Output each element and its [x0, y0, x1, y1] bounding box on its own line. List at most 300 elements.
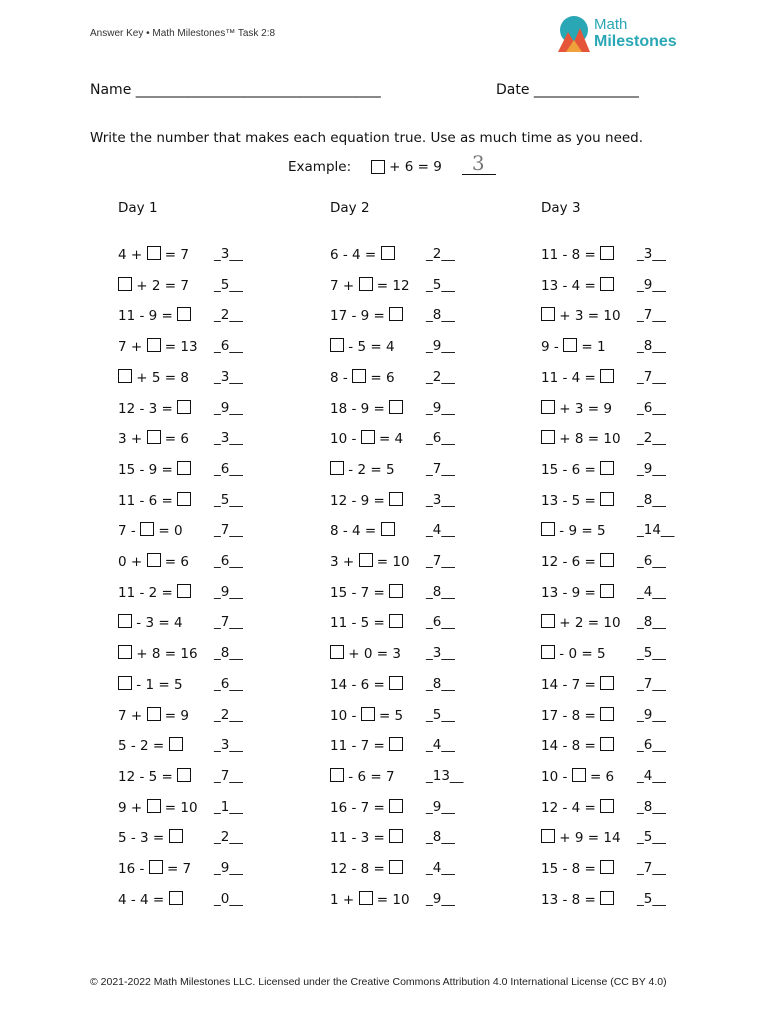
- answer-box-icon: [389, 829, 403, 843]
- equation: [118, 707, 189, 724]
- answer-box-icon: [600, 461, 614, 475]
- answer: _14__: [637, 522, 675, 539]
- equation-row: [541, 492, 731, 512]
- equation-right: + 2 = 7: [136, 277, 189, 294]
- answer: _2__: [214, 829, 243, 846]
- equation-row: [118, 799, 308, 819]
- equation-left: 11 - 7 =: [330, 738, 385, 755]
- equation-left: 6 - 4 =: [330, 247, 377, 263]
- equation: [541, 829, 621, 846]
- equation-left: 3 +: [118, 431, 143, 448]
- answer: _8__: [637, 798, 666, 815]
- equation-row: [118, 829, 308, 849]
- equation-left: 14 - 6 =: [330, 676, 385, 693]
- equation-left: 17 - 8 =: [541, 707, 596, 724]
- equation: [541, 676, 614, 693]
- answer: _5__: [214, 276, 243, 293]
- equation: [541, 461, 614, 478]
- answer-box-icon: [389, 737, 403, 751]
- example-equation: + 6 = 9: [389, 159, 442, 175]
- equation-right: = 10: [376, 891, 410, 908]
- answer-box-icon: [118, 277, 132, 291]
- equation: [118, 737, 183, 754]
- answer-box-icon: [389, 584, 403, 598]
- equation: [118, 645, 198, 662]
- equation-row: [330, 430, 520, 450]
- equation-row: [541, 522, 731, 542]
- answer: _3__: [214, 430, 243, 447]
- equation-row: [118, 737, 308, 757]
- answer-box-icon: [147, 553, 161, 567]
- answer: _7__: [214, 522, 243, 539]
- answer-box-icon: [600, 860, 614, 874]
- equation-row: [541, 430, 731, 450]
- answer: _6__: [426, 430, 455, 447]
- answer: _9__: [637, 460, 666, 477]
- equation-row: [541, 737, 731, 757]
- equation-left: 16 -: [118, 861, 145, 877]
- equation: [541, 614, 621, 631]
- equation: [330, 707, 403, 724]
- example: [288, 150, 496, 175]
- equation-right: = 6: [164, 554, 189, 570]
- equation-row: [118, 369, 308, 389]
- equation-left: 11 - 9 =: [118, 308, 173, 325]
- equation: [541, 768, 614, 785]
- answer-box-icon: [541, 430, 555, 444]
- equation: [118, 614, 183, 631]
- answer-box-icon: [118, 614, 132, 628]
- equation-right: = 1: [581, 339, 606, 356]
- answer: _5__: [426, 706, 455, 723]
- answer-box-icon: [563, 338, 577, 352]
- equation-left: 5 - 3 =: [118, 830, 165, 847]
- equation-row: [330, 614, 520, 634]
- equation-left: 15 - 7 =: [330, 584, 385, 601]
- equation-left: 11 - 6 =: [118, 492, 173, 509]
- answer: _13__: [426, 767, 464, 784]
- equation: [118, 584, 191, 601]
- name-field-label: Name ___________________________________: [90, 82, 381, 98]
- equation: [330, 522, 395, 539]
- equation-row: [118, 768, 308, 788]
- equation-row: [541, 400, 731, 420]
- equation: [118, 676, 183, 693]
- day-column-2: [330, 200, 510, 908]
- equation: [541, 246, 614, 263]
- answer-box-icon: [169, 737, 183, 751]
- equation-left: 13 - 9 =: [541, 584, 596, 601]
- answer-box-icon: [147, 799, 161, 813]
- equation-row: [330, 829, 520, 849]
- answer: _4__: [426, 522, 455, 539]
- equation: [541, 891, 614, 908]
- equation-row: [330, 400, 520, 420]
- equation-right: - 9 = 5: [559, 523, 606, 540]
- answer-box-icon: [330, 768, 344, 782]
- answer: _7__: [426, 553, 455, 569]
- answer: _3__: [214, 737, 243, 754]
- equation-right: = 4: [378, 431, 404, 448]
- answer: _9__: [637, 706, 666, 723]
- answer: _2__: [214, 307, 243, 324]
- equation-left: 3 +: [330, 554, 355, 570]
- equation: [330, 737, 403, 754]
- answer-box-icon: [177, 492, 191, 506]
- day-title: Day 1: [118, 200, 158, 216]
- equation: [330, 246, 395, 263]
- equation-right: = 12: [376, 277, 410, 294]
- equation-right: = 6: [370, 369, 395, 386]
- equation: [541, 584, 614, 601]
- equation-row: [330, 338, 520, 358]
- mountain-peaks-logo-icon: [556, 14, 592, 54]
- answer-box-icon: [177, 461, 191, 475]
- equation-left: 7 +: [330, 277, 355, 294]
- answer-box-icon: [389, 860, 403, 874]
- equation-row: [541, 829, 731, 849]
- answer-box-icon: [572, 768, 586, 782]
- equation-row: [330, 799, 520, 819]
- answer: _6__: [214, 675, 243, 692]
- answer: _2__: [426, 246, 455, 262]
- logo-line-1: Math: [594, 16, 628, 33]
- equation-left: 7 -: [118, 523, 136, 540]
- equation: [541, 799, 614, 816]
- equation: [541, 277, 614, 294]
- equation-left: 8 -: [330, 369, 348, 386]
- equation: [330, 799, 403, 816]
- equation-left: 7 +: [118, 339, 143, 356]
- equation-right: - 6 = 7: [348, 768, 395, 785]
- equation-right: - 0 = 5: [559, 646, 606, 663]
- answer: _8__: [426, 583, 455, 600]
- equation-left: 12 - 3 =: [118, 400, 173, 417]
- day-column-3: [541, 200, 721, 908]
- answer: _2__: [426, 368, 455, 385]
- answer: _9__: [214, 583, 243, 600]
- answer: _5__: [426, 276, 455, 293]
- equation: [330, 860, 403, 877]
- answer-box-icon: [330, 338, 344, 352]
- answer: _7__: [214, 767, 243, 784]
- equation-row: [330, 492, 520, 512]
- equation-left: 1 +: [330, 891, 355, 908]
- equation-row: [118, 584, 308, 604]
- answer-box-icon: [371, 160, 385, 174]
- logo-line-2: Milestones: [594, 33, 677, 50]
- answer: _8__: [637, 338, 666, 355]
- answer-box-icon: [541, 522, 555, 536]
- answer: _3__: [214, 246, 243, 262]
- equation: [118, 492, 191, 509]
- equation-row: [118, 522, 308, 542]
- answer-box-icon: [600, 737, 614, 751]
- equation: [118, 369, 189, 386]
- answer-box-icon: [541, 645, 555, 659]
- answer-box-icon: [600, 707, 614, 721]
- equation-row: [118, 553, 308, 573]
- equation-row: [330, 645, 520, 665]
- equation-left: 0 +: [118, 554, 143, 570]
- equation: [118, 400, 191, 417]
- equation-row: [541, 277, 731, 297]
- equation: [330, 277, 410, 294]
- equation-row: [330, 707, 520, 727]
- equation-right: = 10: [164, 799, 198, 816]
- equation-left: 15 - 6 =: [541, 461, 596, 478]
- answer: _7__: [637, 675, 666, 692]
- equation: [330, 645, 401, 662]
- equation-right: - 5 = 4: [348, 339, 395, 356]
- answer: _9__: [214, 860, 243, 876]
- equation: [118, 522, 183, 539]
- answer-box-icon: [600, 584, 614, 598]
- answer-box-icon: [600, 553, 614, 567]
- answer: _3__: [426, 491, 455, 508]
- equation: [118, 829, 183, 846]
- equation-row: [330, 860, 520, 880]
- answer-box-icon: [381, 522, 395, 536]
- answer-box-icon: [600, 492, 614, 506]
- answer: _8__: [426, 675, 455, 692]
- equation-row: [330, 307, 520, 327]
- answer: _3__: [637, 246, 666, 262]
- answer: _6__: [214, 460, 243, 477]
- equation: [330, 430, 403, 447]
- equation: [118, 338, 198, 355]
- date-field-label: Date _______________: [496, 82, 639, 98]
- equation: [118, 430, 189, 447]
- equation-left: 15 - 8 =: [541, 861, 596, 877]
- answer-box-icon: [600, 891, 614, 905]
- equation-row: [541, 246, 731, 266]
- answer-box-icon: [541, 829, 555, 843]
- day-column-1: [118, 200, 298, 908]
- equation-left: 13 - 4 =: [541, 277, 596, 294]
- equation-right: = 7: [164, 247, 189, 263]
- answer: _5__: [637, 829, 666, 846]
- equation: [118, 246, 189, 263]
- equation: [330, 676, 403, 693]
- equation-row: [541, 891, 731, 911]
- answer: _2__: [637, 430, 666, 447]
- answer-box-icon: [600, 676, 614, 690]
- equation-right: - 3 = 4: [136, 615, 183, 632]
- equation-row: [330, 246, 520, 266]
- equation-right: - 2 = 5: [348, 461, 395, 478]
- answer-box-icon: [177, 768, 191, 782]
- equation-left: 8 - 4 =: [330, 523, 377, 540]
- equation-row: [541, 645, 731, 665]
- answer-box-icon: [389, 400, 403, 414]
- equation-left: 18 - 9 =: [330, 400, 385, 417]
- day-title: Day 3: [541, 200, 581, 216]
- answer-box-icon: [541, 400, 555, 414]
- equation-row: [118, 891, 308, 911]
- equation: [118, 277, 189, 294]
- answer: _1__: [214, 798, 243, 815]
- equation-left: 13 - 8 =: [541, 891, 596, 908]
- equation-row: [118, 614, 308, 634]
- answer: _7__: [637, 860, 666, 876]
- answer-box-icon: [600, 246, 614, 260]
- equation: [330, 461, 395, 478]
- equation: [118, 768, 191, 785]
- equation-row: [330, 461, 520, 481]
- equation: [330, 829, 403, 846]
- answer-box-icon: [389, 799, 403, 813]
- equation-left: 12 - 8 =: [330, 861, 385, 877]
- equation: [330, 614, 403, 631]
- equation-right: + 5 = 8: [136, 369, 189, 386]
- equation-row: [118, 246, 308, 266]
- equation-left: 10 -: [330, 707, 357, 724]
- equation: [330, 307, 403, 324]
- equation-left: 4 +: [118, 247, 143, 263]
- equation-left: 12 - 9 =: [330, 492, 385, 509]
- answer-box-icon: [118, 676, 132, 690]
- answer-box-icon: [147, 430, 161, 444]
- answer: _6__: [214, 553, 243, 569]
- answer: _3__: [426, 645, 455, 662]
- equation-left: 17 - 9 =: [330, 308, 385, 325]
- answer-box-icon: [352, 369, 366, 383]
- equation-row: [118, 400, 308, 420]
- answer: _9__: [426, 890, 455, 907]
- equation-right: = 6: [164, 431, 189, 448]
- equation-row: [330, 369, 520, 389]
- equation-right: = 13: [164, 339, 198, 356]
- equation-row: [541, 338, 731, 358]
- equation-row: [118, 307, 308, 327]
- equation-row: [330, 737, 520, 757]
- equation-row: [330, 584, 520, 604]
- equation-row: [330, 553, 520, 573]
- equation-right: = 0: [158, 523, 183, 540]
- equation: [541, 553, 614, 570]
- math-milestones-logo: [556, 14, 686, 56]
- equation: [541, 645, 606, 662]
- answer: _5__: [637, 890, 666, 907]
- equation-left: 11 - 4 =: [541, 369, 596, 386]
- answer: _8__: [426, 307, 455, 324]
- equation: [541, 338, 606, 355]
- equation: [330, 584, 403, 601]
- equation: [541, 492, 614, 509]
- answer-box-icon: [359, 277, 373, 291]
- answer: _6__: [214, 338, 243, 355]
- equation-left: 10 -: [541, 768, 568, 785]
- answer: _4__: [637, 767, 666, 784]
- equation-right: + 0 = 3: [348, 646, 401, 663]
- example-handwritten-answer: 3: [471, 150, 485, 175]
- equation-right: = 10: [376, 554, 410, 570]
- equation-right: = 6: [589, 768, 615, 785]
- instructions: Write the number that makes each equation true. Use as much time as you need.: [90, 130, 644, 146]
- equation-right: = 7: [166, 861, 192, 877]
- answer-box-icon: [359, 891, 373, 905]
- equation-left: 11 - 8 =: [541, 247, 596, 263]
- answer-box-icon: [541, 614, 555, 628]
- answer-box-icon: [177, 584, 191, 598]
- equation-left: 9 -: [541, 339, 559, 356]
- equation: [541, 400, 612, 417]
- equation: [118, 461, 191, 478]
- equation-row: [118, 707, 308, 727]
- day-title: Day 2: [330, 200, 370, 216]
- answer: _6__: [637, 553, 666, 569]
- answer: _8__: [426, 829, 455, 846]
- answer: _4__: [426, 860, 455, 876]
- equation-right: + 8 = 10: [559, 431, 621, 448]
- equation: [541, 369, 614, 386]
- equation-right: + 9 = 14: [559, 830, 621, 847]
- equation-right: = 9: [164, 707, 189, 724]
- answer-box-icon: [600, 277, 614, 291]
- answer-box-icon: [359, 553, 373, 567]
- equation-row: [541, 676, 731, 696]
- answer-box-icon: [381, 246, 395, 260]
- equation-row: [541, 860, 731, 880]
- equation-row: [541, 461, 731, 481]
- answer: _9__: [426, 399, 455, 416]
- answer: _5__: [214, 491, 243, 508]
- equation-left: 11 - 2 =: [118, 584, 173, 601]
- equation-left: 7 +: [118, 707, 143, 724]
- answer-box-icon: [389, 676, 403, 690]
- example-answer-blank: [462, 150, 496, 175]
- equation-left: 15 - 9 =: [118, 461, 173, 478]
- equation: [118, 891, 183, 908]
- answer-box-icon: [177, 307, 191, 321]
- equation-row: [118, 338, 308, 358]
- equation-left: 4 - 4 =: [118, 891, 165, 908]
- answer: _7__: [426, 460, 455, 477]
- equation-left: 14 - 8 =: [541, 738, 596, 755]
- equation: [118, 799, 198, 816]
- answer: _9__: [637, 276, 666, 293]
- equation-right: + 2 = 10: [559, 615, 621, 632]
- equation-left: 14 - 7 =: [541, 676, 596, 693]
- answer: _4__: [426, 737, 455, 754]
- answer-box-icon: [361, 707, 375, 721]
- equation: [541, 430, 621, 447]
- equation-left: 5 - 2 =: [118, 738, 165, 755]
- header-text: Answer Key • Math Milestones™ Task 2:8: [90, 28, 276, 39]
- answer-box-icon: [389, 492, 403, 506]
- answer: _6__: [426, 614, 455, 631]
- equation: [118, 307, 191, 324]
- equation-row: [330, 676, 520, 696]
- equation: [330, 891, 410, 908]
- equation-row: [118, 430, 308, 450]
- equation: [118, 860, 191, 877]
- equation: [541, 860, 614, 877]
- equation-right: + 3 = 9: [559, 400, 612, 417]
- answer-box-icon: [118, 369, 132, 383]
- equation: [330, 492, 403, 509]
- equation-row: [118, 676, 308, 696]
- answer: _7__: [637, 307, 666, 324]
- answer-box-icon: [147, 707, 161, 721]
- answer-box-icon: [330, 645, 344, 659]
- equation-row: [541, 584, 731, 604]
- equation: [330, 400, 403, 417]
- equation: [330, 369, 395, 386]
- answer-box-icon: [147, 338, 161, 352]
- equation-left: 11 - 5 =: [330, 615, 385, 632]
